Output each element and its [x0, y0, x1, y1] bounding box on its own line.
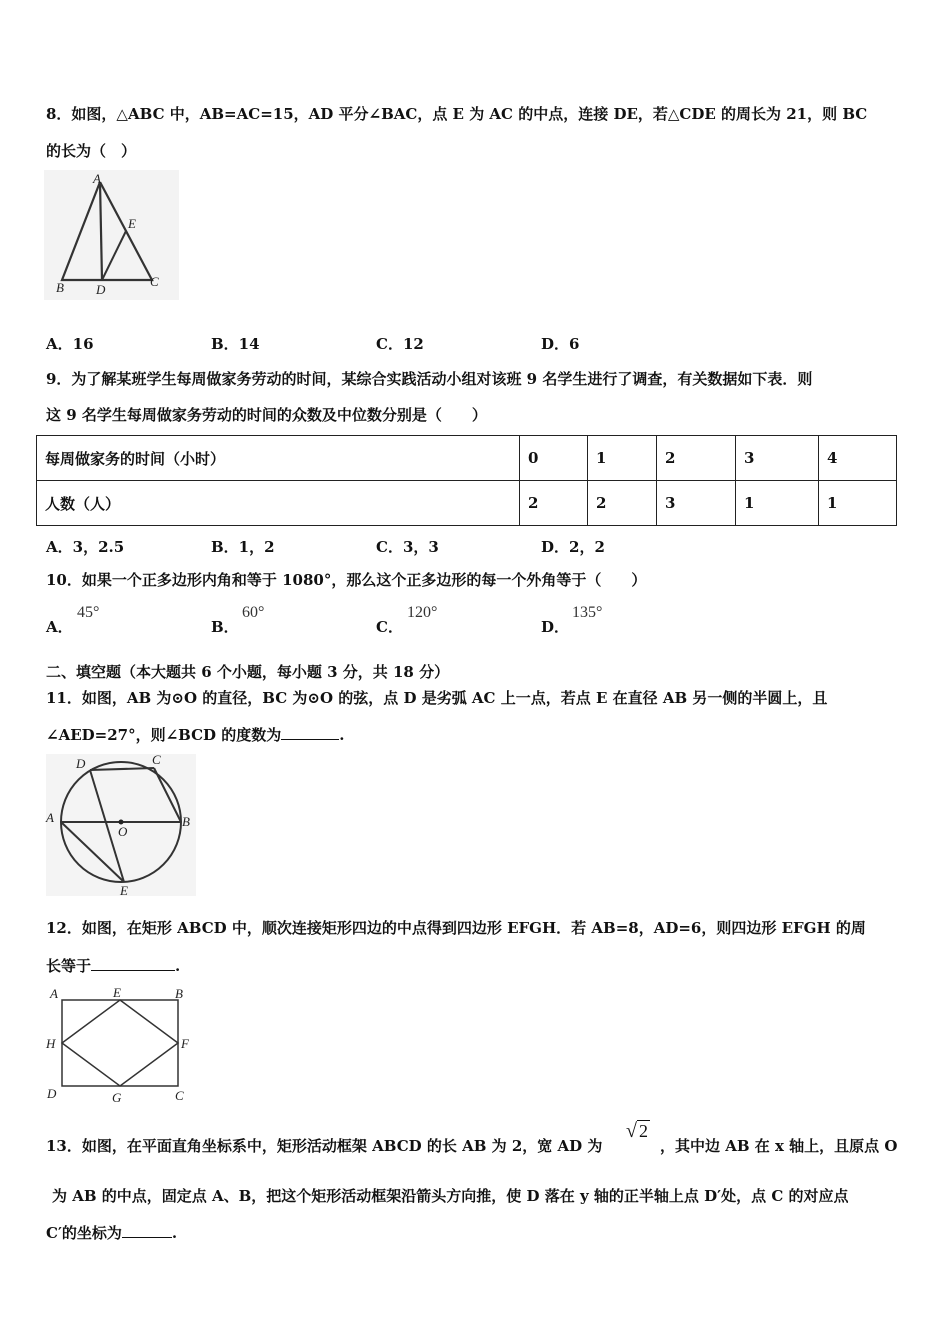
table-row	[37, 436, 897, 481]
q9-data-table	[36, 435, 897, 526]
q13-text-line2: 为 AB 的中点，固定点 A、B，把这个矩形活动框架沿箭头方向推，使 D 落在 y 轴的正半轴上点 D′处，点 C 的对应点	[52, 1187, 849, 1205]
table-cell: 4	[819, 436, 897, 481]
q11-label-c: C	[152, 752, 161, 767]
q9-option-b: B．1，2	[211, 538, 275, 556]
q12-label-c: C	[175, 1088, 184, 1103]
q8-option-a: A．16	[46, 335, 94, 353]
q11-label-d: D	[76, 756, 86, 771]
q13-text-line3-end: .	[171, 1224, 178, 1242]
q10-option-b-letter: B．	[211, 618, 239, 636]
q11-circle-figure	[40, 750, 200, 900]
q8-option-b: B．14	[211, 335, 260, 353]
q10-option-c-letter: C．	[376, 618, 403, 636]
q10-option-c-value: 120°	[407, 604, 438, 621]
q12-text-line1: 12．如图，在矩形 ABCD 中，顺次连接矩形四边的中点得到四边形 EFGH．若 AB=8，AD=6，则四边形 EFGH 的周	[46, 919, 866, 937]
answer-blank	[281, 725, 339, 740]
q8-label-b: B	[56, 280, 64, 295]
q9-option-c: C．3，3	[376, 538, 439, 556]
q12-label-b: B	[175, 986, 183, 1001]
q11-text-line2	[46, 724, 345, 745]
q13-sqrt-expression: √ 2	[626, 1120, 648, 1142]
q10-option-b-value: 60°	[242, 604, 265, 621]
q12-text-line2	[46, 955, 180, 976]
q8-label-d: D	[96, 282, 106, 297]
q8-text-line2: 的长为（ ）	[46, 142, 137, 160]
table-cell: 1	[736, 481, 819, 526]
q8-option-c: C．12	[376, 335, 424, 353]
q8-triangle-figure	[44, 170, 179, 300]
q10-option-a-letter: A．	[46, 618, 73, 636]
q12-label-e: E	[113, 985, 121, 1000]
table-cell: 1	[588, 436, 657, 481]
q9-text-line2: 这 9 名学生每周做家务劳动的时间的众数及中位数分别是（ ）	[46, 406, 487, 424]
q12-label-d: D	[47, 1086, 57, 1101]
q12-label-h: H	[46, 1036, 56, 1051]
q8-label-e: E	[128, 216, 136, 231]
answer-blank	[91, 956, 175, 971]
table-cell: 3	[736, 436, 819, 481]
q11-label-e: E	[120, 883, 128, 898]
q8-option-d: D．6	[541, 335, 580, 353]
q10-text-line1: 10．如果一个正多边形内角和等于 1080°，那么这个正多边形的每一个外角等于（ ）	[46, 571, 647, 589]
table-cell: 2	[520, 481, 588, 526]
table-cell: 1	[819, 481, 897, 526]
q12-text-line2-end: .	[175, 957, 181, 975]
q11-label-a: A	[46, 810, 54, 825]
table-cell: 0	[520, 436, 588, 481]
q10-option-a-value: 45°	[77, 604, 100, 621]
table-cell: 2	[657, 436, 736, 481]
q13-text-line3-main: C′的坐标为	[46, 1224, 122, 1242]
q13-text-line1-start: 13．如图，在平面直角坐标系中，矩形活动框架 ABCD 的长 AB 为 2，宽 AD 为	[46, 1137, 603, 1155]
answer-blank	[122, 1223, 172, 1238]
q10-option-d-value: 135°	[572, 604, 603, 621]
table-cell: 2	[588, 481, 657, 526]
q13-text-line1-end: ，其中边 AB 在 x 轴上，且原点 O	[660, 1137, 898, 1155]
table-row	[37, 481, 897, 526]
q13-text-line3	[46, 1222, 177, 1243]
table-header-cell: 人数（人）	[37, 481, 520, 526]
q8-text-line1: 8．如图，△ABC 中，AB=AC=15，AD 平分∠BAC，点 E 为 AC 的中点，连接 DE，若△CDE 的周长为 21，则 BC	[46, 105, 868, 123]
q12-label-f: F	[181, 1036, 189, 1051]
q12-rectangle-figure	[42, 982, 202, 1106]
q8-label-a: A	[93, 171, 101, 186]
q8-label-c: C	[150, 274, 159, 289]
q11-label-o: O	[118, 824, 128, 839]
q11-text-line1: 11．如图，AB 为⊙O 的直径，BC 为⊙O 的弦，点 D 是劣弧 AC 上一点，若点 E 在直径 AB 另一侧的半圆上，且	[46, 689, 828, 707]
q9-option-d: D．2，2	[541, 538, 605, 556]
q12-label-g: G	[112, 1090, 122, 1105]
q11-text-line2-end: .	[339, 726, 345, 744]
q11-text-line2-main: ∠AED=27°，则∠BCD 的度数为	[46, 726, 282, 744]
q11-label-b: B	[182, 814, 190, 829]
q13-sqrt-radicand: 2	[638, 1121, 648, 1141]
q12-text-line2-main: 长等于	[46, 957, 92, 975]
section-2-title: 二、填空题（本大题共 6 个小题，每小题 3 分，共 18 分）	[46, 663, 450, 681]
q9-text-line1: 9．为了解某班学生每周做家务劳动的时间，某综合实践活动小组对该班 9 名学生进行了调查，有关数据如下表．则	[46, 370, 813, 388]
table-cell: 3	[657, 481, 736, 526]
table-header-cell: 每周做家务的时间（小时）	[37, 436, 520, 481]
q12-label-a: A	[50, 986, 58, 1001]
q10-option-d-letter: D．	[541, 618, 570, 636]
q9-option-a: A．3，2.5	[46, 538, 125, 556]
